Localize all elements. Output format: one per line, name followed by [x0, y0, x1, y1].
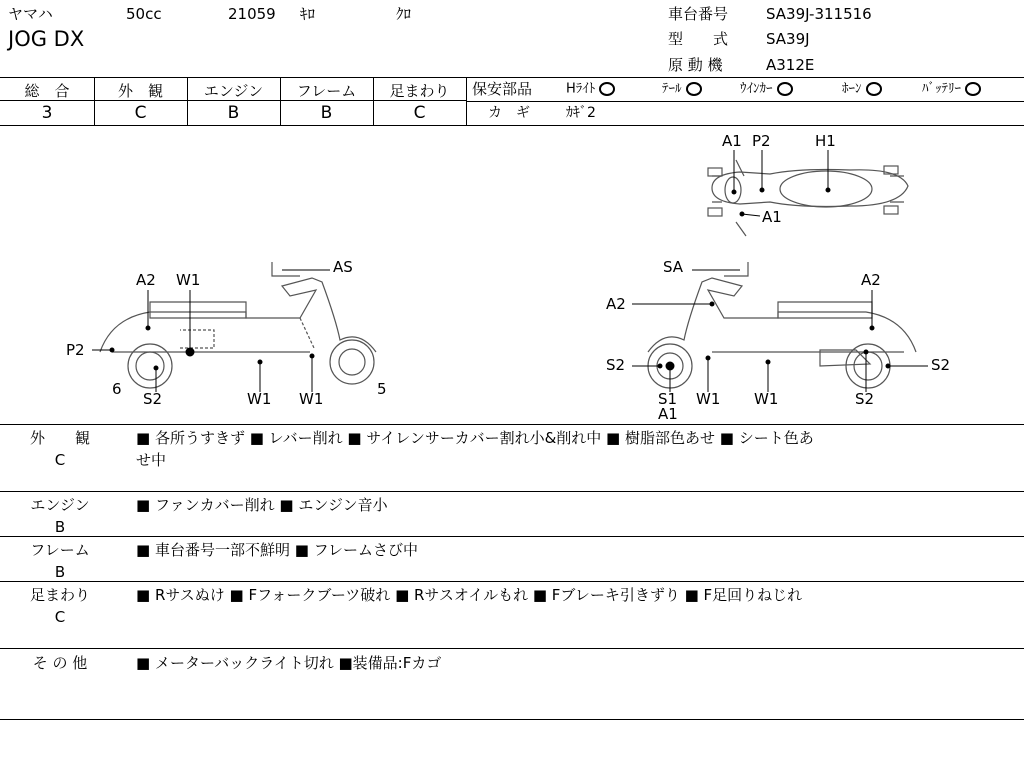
- label-h1: H1: [815, 132, 836, 150]
- grade-exterior-label: 外 観: [117, 82, 163, 100]
- label-s2: S2: [855, 390, 875, 408]
- remark-text-engine: ■ ファンカバー削れ ■ エンジン音小: [136, 496, 388, 514]
- grade-engine-value: B: [227, 103, 240, 123]
- safety-battery: ﾊﾞｯﾃﾘｰ: [922, 82, 981, 96]
- divider: [0, 424, 1024, 425]
- label-p2: P2: [66, 341, 85, 359]
- divider: [466, 77, 467, 125]
- engine-cc: 50cc: [126, 5, 162, 23]
- engine-value: A312E: [766, 56, 815, 74]
- label-s2: S2: [931, 356, 951, 374]
- grade-total-value: 3: [41, 103, 53, 123]
- safety-title: 保安部品: [472, 80, 533, 98]
- divider: [466, 101, 1024, 102]
- label-s2: S2: [143, 390, 163, 408]
- safety-headlight: Hﾗｲﾄ: [566, 82, 615, 96]
- divider: [0, 581, 1024, 582]
- divider: [0, 77, 1024, 78]
- label-a1: A1: [762, 208, 782, 226]
- label-w1: W1: [247, 390, 272, 408]
- grade-engine-label: エンジン: [203, 82, 264, 100]
- label-w1: W1: [696, 390, 721, 408]
- damage-diagram: [0, 126, 1024, 424]
- key-value: ｶｷﾞ2: [566, 105, 596, 121]
- remark-category-engine: エンジン B: [30, 496, 90, 536]
- ok-mark-icon: [686, 82, 702, 96]
- label-sa: SA: [663, 258, 684, 276]
- key-label: カ ギ: [488, 105, 530, 121]
- ok-mark-icon: [866, 82, 882, 96]
- safety-horn: ﾎｰﾝ: [842, 82, 882, 96]
- divider: [0, 536, 1024, 537]
- label-s1: S1: [658, 390, 678, 408]
- remark-category-other: そ の 他: [32, 654, 88, 672]
- type-value: SA39J: [766, 30, 810, 48]
- label-a1: A1: [658, 405, 678, 423]
- maker: ヤマハ: [8, 5, 53, 23]
- safety-winker: ｳｲﾝｶｰ: [740, 82, 793, 96]
- divider: [0, 648, 1024, 649]
- grade-frame-value: B: [320, 103, 333, 123]
- grade-frame-label: フレーム: [296, 82, 357, 100]
- label-as: AS: [333, 258, 353, 276]
- label-5: 5: [377, 380, 387, 398]
- label-6: 6: [112, 380, 122, 398]
- frame-no-label: 車台番号: [668, 5, 729, 23]
- body-color: ｸﾛ: [396, 5, 412, 23]
- label-w1: W1: [299, 390, 324, 408]
- grade-suspension-label: 足まわり: [389, 82, 450, 100]
- ok-mark-icon: [777, 82, 793, 96]
- divider: [0, 719, 1024, 720]
- remark-text-exterior: ■ 各所うすきず ■ レバー削れ ■ サイレンサーカバー割れ小&削れ中 ■ 樹脂部色あせ ■ シート色あ せ中: [136, 429, 814, 469]
- frame-no: SA39J-311516: [766, 5, 872, 23]
- label-a2: A2: [861, 271, 881, 289]
- remark-category-suspension: 足まわり C: [29, 586, 90, 626]
- label-a2: A2: [136, 271, 156, 289]
- label-a2: A2: [606, 295, 626, 313]
- label-a1: A1: [722, 132, 742, 150]
- grade-suspension-value: C: [413, 103, 426, 123]
- remark-category-frame: フレーム B: [30, 541, 90, 581]
- ok-mark-icon: [599, 82, 615, 96]
- divider: [0, 491, 1024, 492]
- remark-text-frame: ■ 車台番号一部不鮮明 ■ フレームさび中: [136, 541, 419, 559]
- engine-label: 原 動 機: [668, 56, 723, 74]
- grade-exterior-value: C: [134, 103, 147, 123]
- remark-text-suspension: ■ Rサスぬけ ■ Fフォークブーツ破れ ■ Rサスオイルもれ ■ Fブレーキ引きずり ■ F足回りねじれ: [136, 586, 803, 604]
- lot-number: 21059: [228, 5, 276, 23]
- label-s2: S2: [606, 356, 626, 374]
- label-p2: P2: [752, 132, 771, 150]
- grade-total-label: 総 合: [24, 82, 70, 100]
- model-name: JOG DX: [8, 27, 85, 51]
- remark-text-other: ■ メーターバックライト切れ ■装備品:Fカゴ: [136, 654, 442, 672]
- label-w1: W1: [754, 390, 779, 408]
- scooter-top-view: [708, 160, 908, 236]
- label-w1: W1: [176, 271, 201, 289]
- type-label: 型 式: [668, 30, 729, 48]
- lot-suffix: ｷﾛ: [300, 5, 316, 23]
- safety-tail: ﾃｰﾙ: [662, 82, 702, 96]
- remark-category-exterior: 外 観 C: [29, 429, 90, 469]
- ok-mark-icon: [965, 82, 981, 96]
